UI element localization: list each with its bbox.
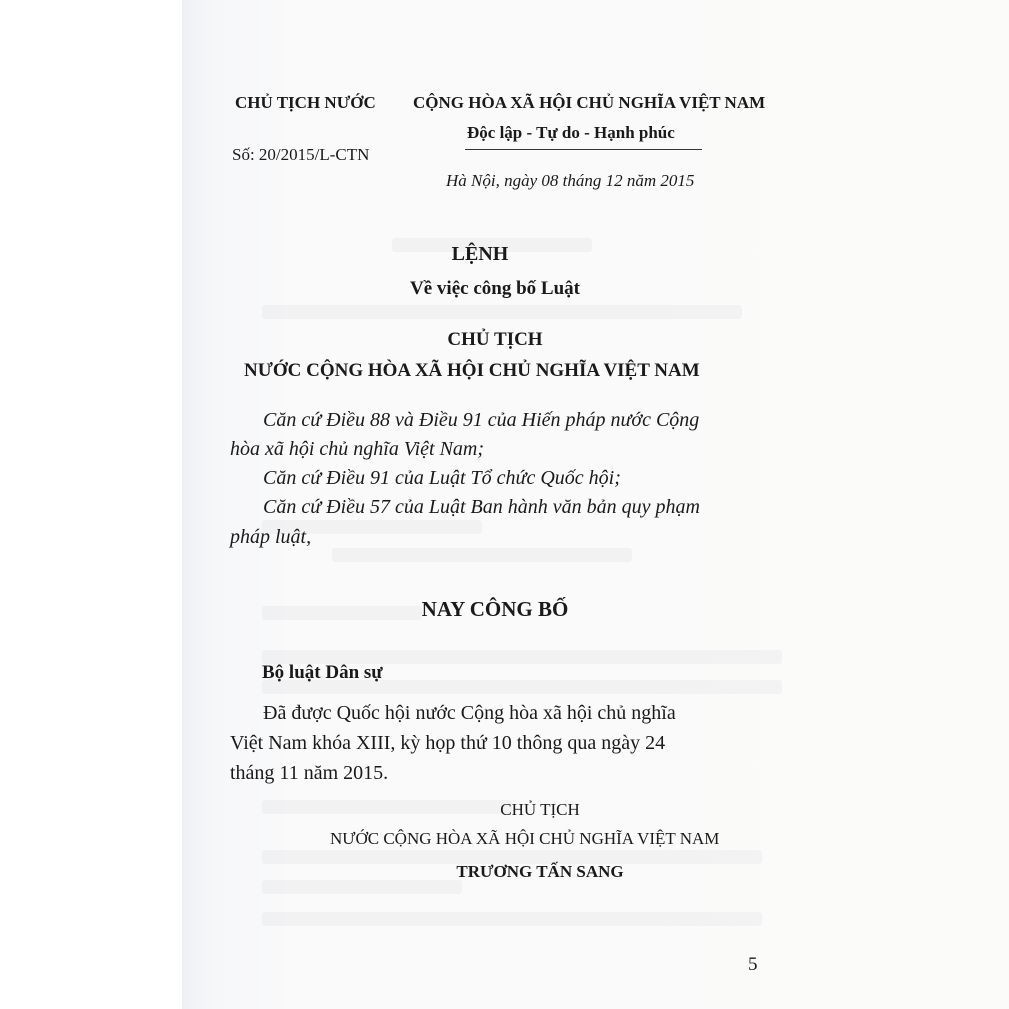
announcement-body-line: Việt Nam khóa XIII, kỳ họp thứ 10 thông qua ngày 24: [230, 732, 666, 754]
bleed-through-mark: [262, 305, 742, 319]
signer-title: CHỦ TỊCH: [500, 800, 580, 819]
place-and-date: Hà Nội, ngày 08 tháng 12 năm 2015: [446, 171, 695, 190]
document-type: LỆNH: [451, 243, 509, 265]
announcement-body-line: tháng 11 năm 2015.: [230, 762, 389, 784]
legal-basis-line: Căn cứ Điều 57 của Luật Ban hành văn bản quy phạm: [263, 496, 700, 518]
bleed-through-mark: [262, 912, 762, 926]
signer-country: NƯỚC CỘNG HÒA XÃ HỘI CHỦ NGHĨA VIỆT NAM: [330, 829, 720, 848]
national-motto: Độc lập - Tự do - Hạnh phúc: [467, 123, 675, 142]
legal-basis-line: Căn cứ Điều 91 của Luật Tổ chức Quốc hội;: [263, 467, 621, 489]
announcement-heading: NAY CÔNG BỐ: [421, 597, 569, 621]
bleed-through-mark: [332, 548, 632, 562]
law-name: Bộ luật Dân sự: [262, 662, 383, 683]
national-title: CỘNG HÒA XÃ HỘI CHỦ NGHĨA VIỆT NAM: [413, 93, 766, 112]
document-number: Số: 20/2015/L-CTN: [232, 145, 370, 164]
issuer-country: NƯỚC CỘNG HÒA XÃ HỘI CHỦ NGHĨA VIỆT NAM: [244, 360, 700, 381]
legal-basis-line: pháp luật,: [230, 526, 312, 548]
legal-basis-line: hòa xã hội chủ nghĩa Việt Nam;: [230, 438, 485, 460]
announcement-body-line: Đã được Quốc hội nước Cộng hòa xã hội chủ nghĩa: [263, 702, 676, 724]
signer-name: TRƯƠNG TẤN SANG: [456, 862, 624, 881]
legal-basis-line: Căn cứ Điều 88 và Điều 91 của Hiến pháp nước Cộng: [263, 409, 700, 431]
document-subject: Về việc công bố Luật: [410, 278, 580, 299]
issuing-agency: CHỦ TỊCH NƯỚC: [235, 93, 376, 112]
bleed-through-mark: [262, 880, 462, 894]
motto-underline: [465, 149, 702, 150]
page-number: 5: [748, 954, 758, 975]
issuer-title: CHỦ TỊCH: [447, 329, 543, 350]
